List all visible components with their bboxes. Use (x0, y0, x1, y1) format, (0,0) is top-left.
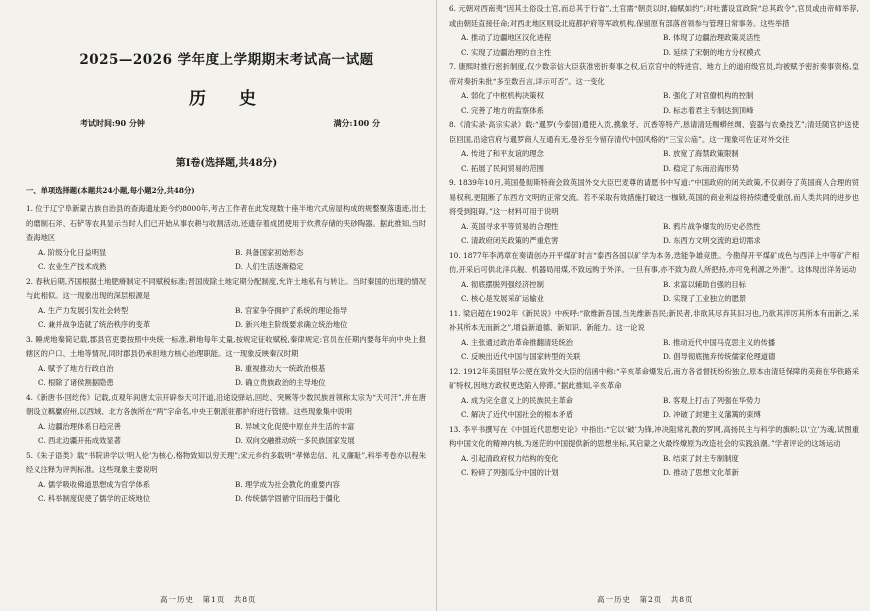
option-grid (26, 304, 426, 333)
question-2 (26, 275, 426, 333)
option-c[interactable]: C. 实现了边疆治理的自主性 (461, 47, 552, 57)
question-1 (26, 202, 426, 275)
option-grid (449, 89, 859, 118)
question-stem: 9. 1839年10月,英国曼彻斯特商会致英国外交大臣巴麦尊的请愿书中写道:“中国政府的闭关政策,不仅剥夺了英国商人合理的贸易权利,更阻断了东西方文明的正常交流。若不采取有效措施打破这一枷锁,英国的商业利益将持续遭受重创,而人类共同的进步也将受到阻碍。”这一材料可用于说明 (449, 178, 859, 216)
page-footer: 高一历史 第1页 共8页 (160, 595, 257, 604)
option-grid (26, 362, 426, 391)
section-title: 第Ⅰ卷(选择题,共48分) (175, 158, 278, 169)
question-3 (26, 333, 426, 391)
option-a[interactable]: A. 引起清政府权力结构的变化 (461, 453, 559, 463)
question-stem: 13. 李平书撰写在《中国近代思想史论》中指出:“它以‘破’为锋,冲决阻常礼教的罗网,高扬民主与科学的旗帜;以‘立’为魂,试图重构中国文化的精神内核,为迷茫的中国提供新的思想坐标,其启蒙之火最终燎原为改造社会的实践浪潮。”学者评论的这场运动 (449, 424, 859, 448)
question-stem: 2. 春秋后期,齐国根据土地肥瘠制定不同赋税标准;晋国废除土地定期分配制度,允许土地私有与转让。当时秦国的出现的情况与此相似。这一现象出现的深层根源是 (26, 276, 426, 300)
subject-title: 历 史 (189, 89, 264, 109)
option-grid (449, 31, 859, 60)
page-right (437, 0, 870, 611)
option-d[interactable]: D. 传统儒学固循守旧而趋于僵化 (235, 494, 341, 503)
option-c[interactable]: C. 清政府闭关政策的严重危害 (461, 236, 559, 245)
exam-score: 满分:100 分 (333, 118, 380, 128)
question-stem: 6. 元朝对西南夷“因其土俗设土官,而总其于行省”,土官需“朝贡以时,输赋如约”;对吐蕃设宣政院“总其政令”,官员或由帝师举荐,或由朝廷直接任命;对西北地区则设北庭都护府等军政机构,保留原有部落首领参与管理日常事务。这些举措 (449, 4, 859, 28)
instructions: 一、单项选择题(本题共24小题,每小题2分,共48分) (26, 186, 195, 195)
option-b[interactable]: B. 理学成为社会教化的重要内容 (235, 479, 340, 489)
option-b[interactable]: B. 具备国家初始形态 (235, 247, 304, 257)
option-c[interactable]: C. 科举制度促使了儒学的正统地位 (38, 494, 151, 503)
option-b[interactable]: B. 结束了封主专制制度 (663, 453, 739, 463)
option-b[interactable]: B. 重视推动大一统政治根基 (235, 363, 326, 373)
question-stem: 1. 位于辽宁阜新蒙古族自治县的查海遗址距今约8000年,考古工作者在此发现数十座半地穴式房屋构成的规整聚落遗迹,出土的磨制石斧、石铲等农具显示当时人们已开始从事农耕与收割活动,还遗存着成团使用于炊煮存储的夹砂陶器。据此推知,当时查海地区 (26, 204, 426, 242)
option-b[interactable]: B. 异域文化促使中原在并生活的丰富 (235, 421, 355, 431)
option-a[interactable]: A. 彻底摆脱列强经济控制 (461, 279, 544, 289)
question-stem: 5.《朱子语类》载“书院讲学以‘明人伦’为核心,格物致知以穷天理”;宋元乡约多载明“孝悌忠信、礼义廉耻”,科举考卷亦以程朱经义注释为评判标准。这些现象主要说明 (26, 450, 426, 474)
option-d[interactable]: D. 延续了宋朝的地方分权模式 (663, 47, 761, 57)
question-5 (26, 449, 426, 507)
option-grid (449, 394, 859, 423)
option-d[interactable]: D. 东西方文明交流的迫切需求 (663, 236, 761, 245)
option-grid (26, 420, 426, 449)
question-4 (26, 391, 426, 449)
option-c[interactable]: C. 西北边疆开拓成效显著 (38, 436, 121, 445)
option-d[interactable]: D. 冲破了封建主义藩篱的束缚 (663, 410, 761, 419)
option-a[interactable]: A. 传进了和平友谊的理念 (461, 149, 544, 158)
exam-title: 2025—2026 学年度上学期期末考试高一试题 (79, 52, 374, 68)
question-8 (449, 118, 859, 176)
option-d[interactable]: D. 倡导彻底抛弃传统儒家伦理道德 (663, 352, 776, 361)
option-a[interactable]: A. 赋予了地方行政自治 (38, 363, 114, 373)
option-b[interactable]: B. 强化了对官僚机构的控制 (663, 91, 754, 100)
question-13 (449, 423, 859, 481)
option-c[interactable]: C. 根除了诸侯割据隐患 (38, 378, 114, 387)
option-b[interactable]: B. 求富以辅助自强的目标 (663, 279, 746, 289)
question-7 (449, 60, 859, 118)
question-stem: 8.《清实录·高宗实录》载:“暹罗(今泰国)遣使入贡,携象牙、沉香等特产,恳请清廷赐蟒丝绸、瓷器与农桑技艺”;清廷随官护送使臣回国,沿途官府与暹罗商人互通有无,曼谷至今留存清代中国风格的“三宝公庙”。这一现象可佐证对外交往 (449, 120, 859, 144)
option-grid (26, 246, 426, 275)
option-a[interactable]: A. 儒学吸收佛道思想成为官学体系 (38, 479, 151, 489)
option-b[interactable]: B. 体现了边疆治理政策灵活性 (663, 33, 761, 42)
option-grid (449, 220, 859, 249)
question-stem: 11. 梁启超在1902年《新民说》中疾呼:“欲维新吾国,当先维新吾民;新民者,非欲其尽弃其旧习也,乃欲其淬厉其所本有而新之,采补其所本无而新之”,增益新道德、新知识、新能力。这一论说 (449, 308, 859, 332)
exam-meta (60, 118, 400, 129)
option-d[interactable]: D. 实现了工业独立的愿景 (663, 294, 747, 303)
option-grid (449, 278, 859, 307)
question-9 (449, 176, 859, 249)
page-footer: 高一历史 第2页 共8页 (597, 595, 694, 604)
question-stem: 3. 睡虎地秦简记载,郡县官吏要按照中央统一标准,耕地每年丈量,按规定征收赋税,秦律规定:官员在任期内要每年向中央上报辖区的户口、土地等情况,同时郡县仍承担地方核心治理职能。这一现象反映秦汉时期 (26, 334, 426, 358)
option-grid (449, 147, 859, 176)
option-c[interactable]: C. 核心是发展采矿运输业 (461, 294, 544, 303)
option-b[interactable]: B. 鸦片战争爆发的历史必然性 (663, 221, 761, 231)
option-a[interactable]: A. 边疆治理体系日趋完善 (38, 421, 121, 431)
option-d[interactable]: D. 人们生活逐渐稳定 (235, 262, 304, 271)
option-a[interactable]: A. 英国寻求平等贸易的合理性 (461, 221, 559, 231)
option-grid (449, 452, 859, 481)
question-stem: 4.《新唐书·回纥传》记载,贞观年间唐太宗开辟参天可汗道,沿途设驿站,回纥、突厥等少数民族首领称太宗为“天可汗”,并在唐朝设立羁縻府州,以西域、北方各族所在“两”字命名,中央王朝派驻都护府进行管辖。这些现象集中说明 (26, 392, 426, 416)
question-6 (449, 2, 859, 60)
option-a[interactable]: A. 阶级分化日益明显 (38, 247, 107, 257)
option-a[interactable]: A. 主张通过政治革命推翻清廷统治 (461, 337, 574, 347)
option-grid (26, 478, 426, 507)
option-d[interactable]: D. 新兴地主阶级要求确立统治地位 (235, 320, 348, 329)
question-stem: 12. 1912年美国驻华公使在致外交大臣的信函中称:“辛亥革命爆发后,南方各省督抚纷纷独立,原本由清廷保障的美商在华铁路采矿特权,因地方政权更迭陷入停滞。”据此推知,辛亥革命 (449, 366, 859, 390)
option-a[interactable]: A. 生产力发展引发社会转型 (38, 305, 129, 315)
option-b[interactable]: B. 放宽了海禁政策限制 (663, 149, 739, 158)
question-11 (449, 307, 859, 365)
exam-time: 考试时间:90 分钟 (80, 118, 145, 128)
option-b[interactable]: B. 官家争夺拥护了系统的理论指导 (235, 305, 348, 315)
option-c[interactable]: C. 反映出近代中国与国家转型的关联 (461, 352, 581, 361)
option-a[interactable]: A. 推动了边疆地区汉化进程 (461, 33, 552, 42)
question-list-right (449, 2, 859, 481)
question-12 (449, 365, 859, 423)
question-stem: 7. 康熙时推行密折制度,仅少数亲信大臣获准密折奏事之权,后京官中的特进官、地方上的道府级官员,均被赋予密折奏事资格,皇帝对奏折朱批“多至数百言,详示可否”。这一变化 (449, 62, 859, 86)
option-c[interactable]: C. 粉碎了列强瓜分中国的计划 (461, 468, 559, 477)
option-d[interactable]: D. 稳定了东南沿海形势 (663, 163, 739, 173)
option-a[interactable]: A. 成为完全意义上的民族民主革命 (461, 395, 574, 405)
option-c[interactable]: C. 拓展了民间贸易的范围 (461, 163, 544, 173)
option-d[interactable]: D. 确立贵族政治的主导地位 (235, 378, 326, 387)
question-10 (449, 249, 859, 307)
option-c[interactable]: C. 兼并战争造就了统治秩序的变革 (38, 320, 151, 329)
option-c[interactable]: C. 解决了近代中国社会的根本矛盾 (461, 410, 574, 419)
option-b[interactable]: B. 推动近代中国马克思主义的传播 (663, 337, 776, 347)
option-b[interactable]: B. 客观上打击了列强在华势力 (663, 395, 761, 405)
option-d[interactable]: D. 标志着君主专制达到顶峰 (663, 105, 754, 115)
option-c[interactable]: C. 农业生产技术成熟 (38, 262, 107, 271)
option-d[interactable]: D. 推动了思想文化革新 (663, 468, 739, 477)
question-list-left (26, 202, 426, 507)
question-stem: 10. 1877年李鸿章在奏请创办开平煤矿时言“泰西各国以矿学为本务,迭能争雄竞胜。今勘得开平煤矿成色与西洋上中等矿产相仿,开采后可供北洋兵舰、机器局用煤,不致远购于外洋。一旦有事,亦不致为敌人所把持,亦可免利源之外泄”。这体现出洋务运动 (449, 250, 859, 274)
option-d[interactable]: D. 双向交融推动统一多民族国家发展 (235, 436, 355, 445)
option-c[interactable]: C. 完善了地方的监察体系 (461, 105, 544, 115)
option-grid (449, 336, 859, 365)
option-a[interactable]: A. 弱化了中枢机构决策权 (461, 91, 544, 100)
